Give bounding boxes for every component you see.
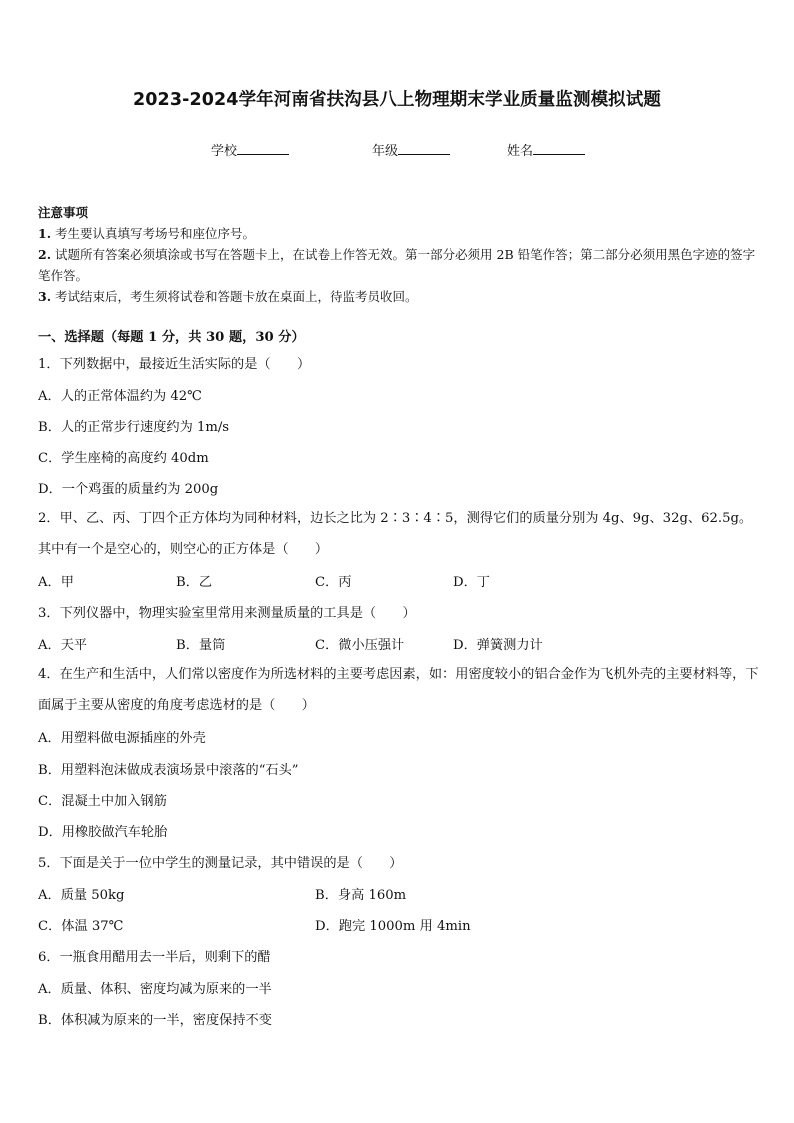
question-2-stem: 2．甲、乙、丙、丁四个正方体均为同种材料，边长之比为 2∶3∶4∶5，测得它们的质量分别为 4g、9g、32g、62.5g。其中有一个是空心的，则空心的正方体是（ ） [38, 511, 753, 557]
q4-option-c[interactable]: C．混凝土中加入钢筋 [38, 794, 167, 809]
q2-option-c[interactable]: C．丙 [315, 575, 352, 590]
q6-option-b[interactable]: B．体积减为原来的一半，密度保持不变 [38, 1013, 272, 1028]
q5-option-c[interactable]: C．体温 37℃ [38, 919, 124, 934]
notes-heading: 注意事项 [38, 205, 89, 220]
student-info-row [0, 140, 794, 160]
question-3-stem: 3．下列仪器中，物理实验室里常用来测量质量的工具是（ ） [38, 606, 416, 621]
q2-option-d[interactable]: D．丁 [453, 575, 490, 590]
school-blank[interactable] [237, 140, 289, 155]
q5-option-d[interactable]: D．跑完 1000m 用 4min [315, 919, 471, 934]
question-5-stem: 5．下面是关于一位中学生的测量记录，其中错误的是（ ） [38, 856, 403, 871]
name-label: 姓名 [507, 144, 534, 159]
question-6-stem: 6．一瓶食用醋用去一半后，则剩下的醋 [38, 950, 271, 965]
q4-option-d[interactable]: D．用橡胶做汽车轮胎 [38, 825, 168, 840]
note-item: 1. 考生要认真填写考场号和座位序号。 [38, 226, 256, 241]
question-1-stem: 1．下列数据中，最接近生活实际的是（ ） [38, 357, 311, 372]
section-heading: 一、选择题（每题 1 分，共 30 题，30 分） [38, 330, 305, 345]
grade-field[interactable] [372, 140, 450, 159]
q4-option-b[interactable]: B．用塑料泡沫做成表演场景中滚落的“石头” [38, 763, 299, 778]
note-item: 3. 考试结束后，考生须将试卷和答题卡放在桌面上，待监考员收回。 [38, 289, 418, 304]
q1-option-a[interactable]: A．人的正常体温约为 42℃ [38, 389, 202, 404]
name-blank[interactable] [533, 140, 585, 155]
school-label: 学校 [211, 144, 238, 159]
grade-label: 年级 [372, 144, 399, 159]
q5-option-a[interactable]: A．质量 50kg [38, 888, 125, 903]
q2-option-b[interactable]: B．乙 [176, 575, 213, 590]
q2-option-a[interactable]: A．甲 [38, 575, 74, 590]
school-field[interactable] [211, 140, 289, 159]
q6-option-a[interactable]: A．质量、体积、密度均减为原来的一半 [38, 982, 272, 997]
q3-option-b[interactable]: B．量筒 [176, 638, 226, 653]
q1-option-d[interactable]: D．一个鸡蛋的质量约为 200g [38, 482, 219, 497]
q4-option-a[interactable]: A．用塑料做电源插座的外壳 [38, 731, 206, 746]
q5-option-b[interactable]: B．身高 160m [315, 888, 407, 903]
notes-block [38, 202, 762, 307]
page-title: 2023-2024学年河南省扶沟县八上物理期末学业质量监测模拟试题 [133, 90, 661, 110]
q3-option-c[interactable]: C．微小压强计 [315, 638, 405, 653]
question-4-stem: 4．在生产和生活中，人们常以密度作为所选材料的主要考虑因素，如：用密度较小的铝合金作为飞机外壳的主要材料等，下面属于主要从密度的角度考虑选材的是（ ） [38, 667, 759, 713]
name-field[interactable] [507, 140, 585, 159]
q1-option-c[interactable]: C．学生座椅的高度约 40dm [38, 451, 209, 466]
note-item: 2. 试题所有答案必须填涂或书写在答题卡上，在试卷上作答无效。第一部分必须用 2B 铅笔作答；第二部分必须用黑色字迹的签字笔作答。 [38, 247, 756, 283]
q3-option-a[interactable]: A．天平 [38, 638, 88, 653]
q3-option-d[interactable]: D．弹簧测力计 [453, 638, 543, 653]
q1-option-b[interactable]: B．人的正常步行速度约为 1m/s [38, 420, 230, 435]
grade-blank[interactable] [398, 140, 450, 155]
